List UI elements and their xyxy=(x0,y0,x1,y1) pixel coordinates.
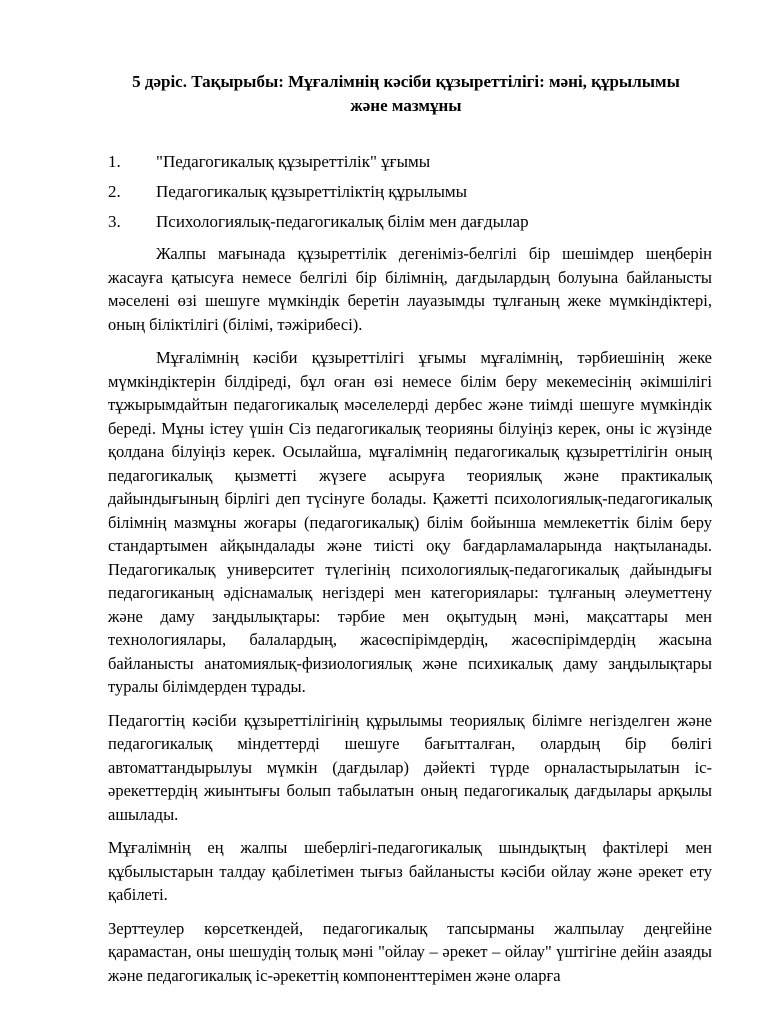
topic-text: "Педагогикалық құзыреттілік" ұғымы xyxy=(156,152,431,171)
title-line-2: және мазмұны xyxy=(350,96,462,115)
topic-list xyxy=(108,150,712,240)
topic-number: 1. xyxy=(108,152,121,171)
body-text xyxy=(108,242,712,997)
title-line-1: 5 дәріс. Тақырыбы: Мұғалімнің кәсіби құзыреттілігі: мәні, құрылымы xyxy=(132,72,680,91)
topic-number: 3. xyxy=(108,212,121,231)
topic-text: Педагогикалық құзыреттіліктің құрылымы xyxy=(156,182,468,201)
topic-number: 2. xyxy=(108,182,121,201)
topic-item xyxy=(108,210,712,240)
paragraph-research: Зерттеулер көрсеткендей, педагогикалық тапсырманы жалпылау деңгейіне қарамастан, оны шешудің толық мәні "ойлау – әрекет – ойлау" үштігіне дейін азаяды және педагогикалық іс-әрекеттің компоненттерімен және оларға xyxy=(108,918,712,985)
topic-item xyxy=(108,180,712,210)
paragraph-definition: Жалпы мағынада құзыреттілік дегеніміз-белгілі бір шешімдер шеңберін жасауға қатысуға немесе белгілі бір білімнің, дағдылардың болуына байланысты мәселені өзі шешуге мүмкіндік беретін лауазымды тұлғаның жеке мүмкіндіктері, оның біліктілігі (білімі, тәжірибесі). xyxy=(108,244,712,334)
paragraph-structure: Педагогтің кәсіби құзыреттілігінің құрылымы теориялық білімге негізделген және педагогикалық міндеттерді шешуге бағытталған, олардың бір бөлігі автоматтандырылуы мүмкін (дағдылар) дәйекті түрде орналастырылатын іс-әрекеттердің жиынтығы болып табылатын оның педагогикалық дағдылары арқылы ашылады. xyxy=(108,710,712,824)
page-title xyxy=(100,70,712,118)
paragraph-general-skill: Мұғалімнің ең жалпы шеберлігі-педагогикалық шындықтың фактілері мен құбылыстарын талдау қабілетімен тығыз байланысты кәсіби ойлау және әрекет ету қабілеті. xyxy=(108,838,712,904)
paragraph-professional-competence: Мұғалімнің кәсіби құзыреттілігі ұғымы мұғалімнің, тәрбиешінің жеке мүмкіндіктерін білдіреді, бұл оған өзі немесе білім беру мекемесінің әкімшілігі тұжырымдайтын педагогикалық мәселелерді дербес және тиімді шешуге мүмкіндік береді. Мұны істеу үшін Сіз педагогикалық теорияны білуіңіз керек, оны іс жүзінде қолдана білуіңіз керек. Осылайша, мұғалімнің педагогикалық құзыреттілігін оның педагогикалық қызметті жүзеге асыруға теориялық және практикалық дайындығының бірлігі деп түсінуге болады. Қажетті психологиялық-педагогикалық білімнің мазмұны жоғары (педагогикалық) білім бойынша мемлекеттік білім беру стандартымен айқындалады және тиісті оқу бағдарламаларында нақтыланады. Педагогикалық университет түлегінің психологиялық-педагогикалық дайындығы педагогиканың әдіснамалық негіздері мен категориялары: тұлғаның әлеуметтену және даму заңдылықтары: тәрбие мен оқытудың мәні, мақсаттары мен технологиялары, балалардың, жасөспірімдердің, жасөспірімдердің жасына байланысты анатомиялық-физиологиялық және психикалық даму заңдылықтары туралы білімдерден тұрады. xyxy=(108,348,712,696)
topic-text: Психологиялық-педагогикалық білім мен дағдылар xyxy=(156,212,529,231)
topic-item xyxy=(108,150,712,180)
